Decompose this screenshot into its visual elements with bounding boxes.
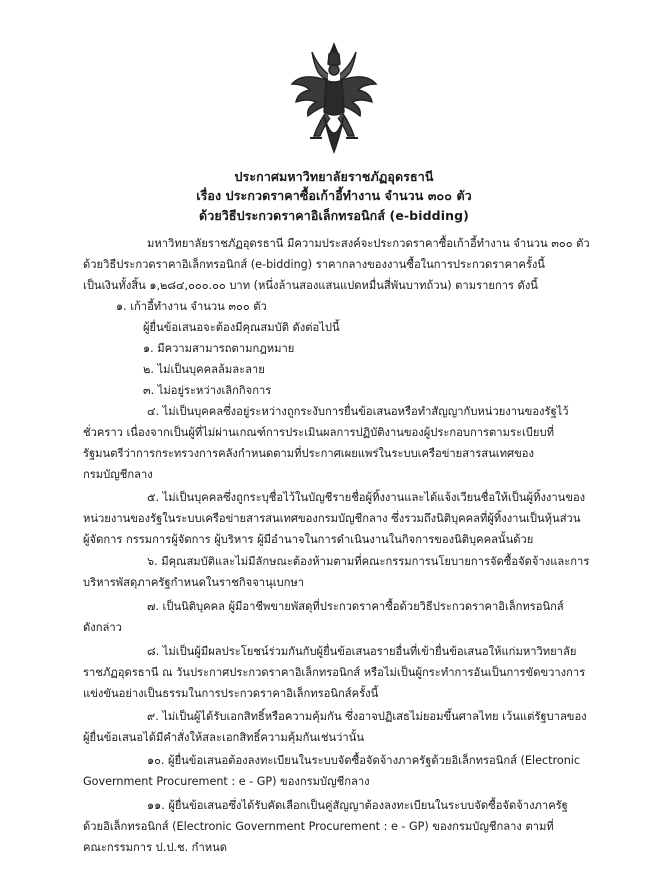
body-line: ๑. มีความสามารถตามกฎหมาย xyxy=(143,342,295,355)
body-line: หน่วยงานของรัฐในระบบเครือข่ายสารสนเทศของกรมบัญชีกลาง ซึ่งรวมถึงนิติบุคคลที่ผู้ทิ้งงานเป็นหุ้นส่วน xyxy=(83,512,581,525)
body-line: ๘. ไม่เป็นผู้มีผลประโยชน์ร่วมกันกับผู้ยื่นข้อเสนอรายอื่นที่เข้ายื่นข้อเสนอให้แก่มหาวิทยาลัย xyxy=(147,645,577,658)
body-line: ชั่วคราว เนื่องจากเป็นผู้ที่ไม่ผ่านเกณฑ์การประเมินผลการปฏิบัติงานของผู้ประกอบการตามระเบียบที่ xyxy=(83,426,554,439)
body-line: กรมบัญชีกลาง xyxy=(83,468,153,481)
garuda-emblem xyxy=(288,40,380,158)
body-line: ราชภัฏอุดรธานี ณ วันประกาศประกวดราคาอิเล็กทรอนิกส์ หรือไม่เป็นผู้กระทำการอันเป็นการขัดขวางการ xyxy=(83,666,586,679)
body-line: ผู้ยื่นข้อเสนอจะต้องมีคุณสมบัติ ดังต่อไปนี้ xyxy=(143,321,340,334)
announcement-method: ด้วยวิธีประกวดราคาอิเล็กทรอนิกส์ (e-bidding) xyxy=(199,208,469,223)
body-line: ๔. ไม่เป็นบุคคลซึ่งอยู่ระหว่างถูกระงับการยื่นข้อเสนอหรือทำสัญญากับหน่วยงานของรัฐไว้ xyxy=(147,405,569,418)
body-line: ด้วยอิเล็กทรอนิกส์ (Electronic Government Procurement : e - GP) ของกรมบัญชีกลาง ตามที่ xyxy=(83,820,554,833)
body-line: ๑. เก้าอี้ทำงาน จำนวน ๓๐๐ ตัว xyxy=(116,300,267,313)
body-line: ๙. ไม่เป็นผู้ได้รับเอกสิทธิ์หรือความคุ้มกัน ซึ่งอาจปฏิเสธไม่ยอมขึ้นศาลไทย เว้นแต่รัฐบาลของ xyxy=(147,710,587,723)
body-line: ๖. มีคุณสมบัติและไม่มีลักษณะต้องห้ามตามที่คณะกรรมการนโยบายการจัดซื้อจัดจ้างและการ xyxy=(147,555,590,568)
body-line: ผู้ยื่นข้อเสนอได้มีคำสั่งให้สละเอกสิทธิ์ความคุ้มกันเช่นว่านั้น xyxy=(83,731,364,744)
body-line: มหาวิทยาลัยราชภัฏอุดรธานี มีความประสงค์จะประกวดราคาซื้อเก้าอี้ทำงาน จำนวน ๓๐๐ ตัว xyxy=(147,237,590,250)
body-line: รัฐมนตรีว่าการกระทรวงการคลังกำหนดตามที่ประกาศเผยแพร่ในระบบเครือข่ายสารสนเทศของ xyxy=(83,447,534,460)
body-line: บริหารพัสดุภาครัฐกำหนดในราชกิจจานุเบกษา xyxy=(83,576,305,589)
body-line: ดังกล่าว xyxy=(83,621,122,634)
body-line: แข่งขันอย่างเป็นธรรมในการประกวดราคาอิเล็กทรอนิกส์ครั้งนี้ xyxy=(83,687,379,700)
body-line: ๓. ไม่อยู่ระหว่างเลิกกิจการ xyxy=(143,384,272,397)
body-line: เป็นเงินทั้งสิ้น ๑,๒๘๔,๐๐๐.๐๐ บาท (หนึ่งล้านสองแสนแปดหมื่นสี่พันบาทถ้วน) ตามรายการ ดังนี้ xyxy=(83,279,538,292)
body-line: ด้วยวิธีประกวดราคาอิเล็กทรอนิกส์ (e-bidding) ราคากลางของงานซื้อในการประกวดราคาครั้งนี้ xyxy=(83,258,545,271)
body-line: ๕. ไม่เป็นบุคคลซึ่งถูกระบุชื่อไว้ในบัญชีรายชื่อผู้ทิ้งงานและได้แจ้งเวียนชื่อให้เป็นผู้ทิ้งงานของ xyxy=(147,491,586,504)
body-line: ๗. เป็นนิติบุคคล ผู้มีอาชีพขายพัสดุที่ประกวดราคาซื้อด้วยวิธีประกวดราคาอิเล็กทรอนิกส์ xyxy=(147,600,564,613)
announcement-subject: เรื่อง ประกวดราคาซื้อเก้าอี้ทำงาน จำนวน ๓๐๐ ตัว xyxy=(196,188,472,203)
body-line: ผู้จัดการ กรรมการผู้จัดการ ผู้บริหาร ผู้มีอำนาจในการดำเนินงานในกิจการของนิติบุคคลนั้นด้วย xyxy=(83,533,534,546)
body-line: ๑๑. ผู้ยื่นข้อเสนอซึ่งได้รับคัดเลือกเป็นคู่สัญญาต้องลงทะเบียนในระบบจัดซื้อจัดจ้างภาครัฐ xyxy=(147,799,568,812)
announcement-org: ประกาศมหาวิทยาลัยราชภัฏอุดรธานี xyxy=(234,169,434,184)
body-line: ๒. ไม่เป็นบุคคลล้มละลาย xyxy=(143,363,265,376)
body-line: ๑๐. ผู้ยื่นข้อเสนอต้องลงทะเบียนในระบบจัดซื้อจัดจ้างภาครัฐด้วยอิเล็กทรอนิกส์ (Electronic xyxy=(147,754,581,767)
body-line: Government Procurement : e - GP) ของกรมบัญชีกลาง xyxy=(83,775,370,788)
body-line: คณะกรรมการ ป.ป.ช. กำหนด xyxy=(83,841,228,854)
